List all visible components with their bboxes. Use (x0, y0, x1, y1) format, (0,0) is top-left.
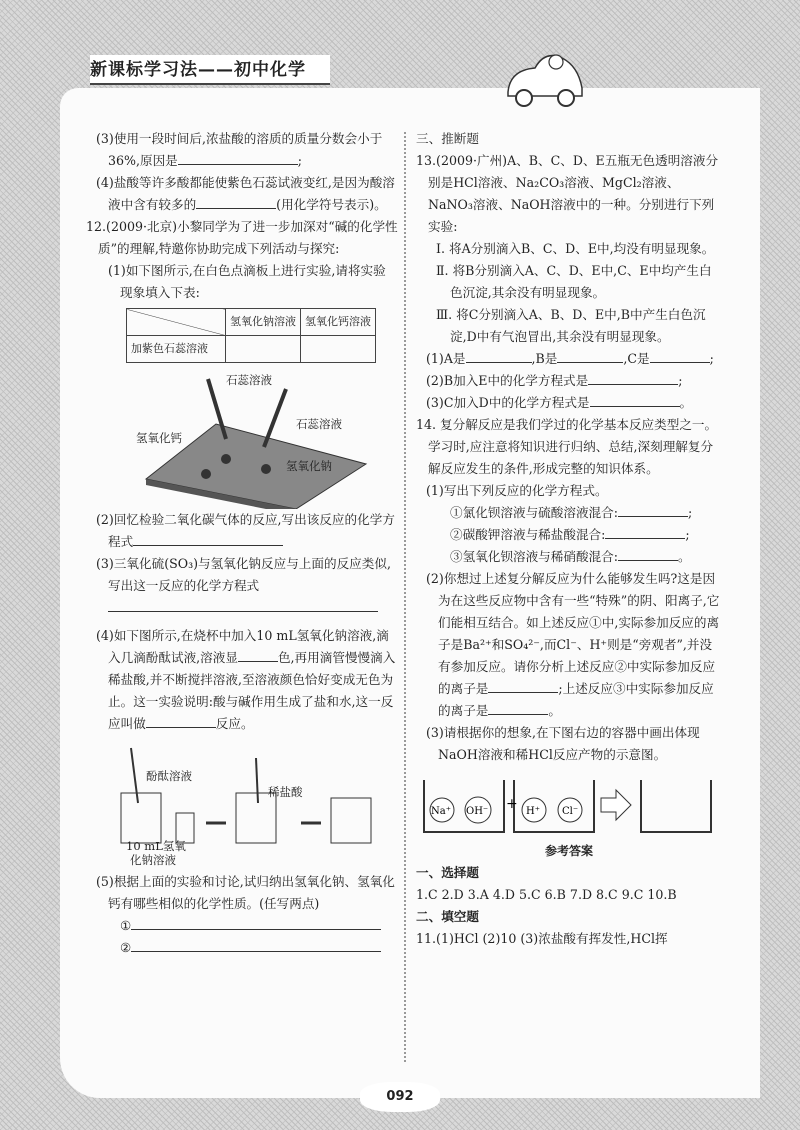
fig-label: 氢氧化钠 (286, 459, 332, 473)
answers-body-2: 11.(1)HCl (2)10 (3)浓盐酸有挥发性,HCl挥 (416, 931, 668, 946)
answer-blank[interactable] (238, 647, 278, 662)
table-corner (127, 309, 226, 336)
fig-label: 稀盐酸 (268, 785, 303, 799)
ion-label: H⁺ (526, 806, 540, 817)
q12-4: (4)如下图所示,在烧杯中加入10 mL氢氧化钠溶液,滴入几滴酚酞试液,溶液显 色,再用滴管慢慢滴入稀盐酸,并不断搅拌溶液,至溶液颜色恰好变成无色为止。这一实验说明:酸与碱作用生成了盐和水,这一反应叫做 反应。 (96, 628, 396, 731)
table-cell[interactable] (301, 336, 376, 363)
answer-blank[interactable] (618, 546, 678, 561)
answer-blank[interactable] (196, 194, 276, 209)
q13-1: (1)A是 ,B是 ,C是 ; (416, 348, 722, 370)
answer-blank[interactable] (131, 915, 381, 930)
fig-label: 石蕊溶液 (296, 417, 342, 431)
q12-2: (2)回忆检验二氧化碳气体的反应,写出该反应的化学方程式 (96, 512, 395, 549)
q13-step-2: Ⅱ. 将B分别滴入A、C、D、E中,C、E中均产生白色沉淀,其余没有明显现象。 (436, 263, 712, 300)
answer-blank[interactable] (488, 678, 558, 693)
q12-5-2: ② (86, 937, 398, 959)
q12-head: 12.(2009·北京)小黎同学为了进一步加深对“碱的化学性质”的理解,特邀你协助完成下列活动与探究: (86, 219, 398, 256)
q14-1c: ③氢氧化钡溶液与稀硝酸混合: 。 (416, 546, 722, 568)
answers-section-2: 二、填空题 (416, 909, 479, 924)
answers-body-1: 1.C 2.D 3.A 4.D 5.C 6.B 7.D 8.C 9.C 10.B (416, 887, 677, 902)
q12-5: (5)根据上面的实验和讨论,试归纳出氢氧化钠、氢氧化钙有哪些相似的化学性质。(任写两点) (96, 874, 395, 911)
ion-label: Cl⁻ (562, 806, 579, 817)
answer-blank[interactable] (590, 392, 680, 407)
q11-3: (3)使用一段时间后,浓盐酸的溶质的质量分数会小于36%,原因是 ; (96, 131, 383, 168)
table-header: 氢氧化钠溶液 (226, 309, 301, 336)
q11-4: (4)盐酸等许多酸都能使紫色石蕊试液变红,是因为酸溶液中含有较多的 (用化学符号表示)。 (96, 175, 395, 212)
q14-3: (3)请根据你的想象,在下图右边的容器中画出体现NaOH溶液和稀HCl反应产物的示意图。 (426, 725, 700, 762)
answers-title: 参考答案 (544, 844, 593, 858)
answer-blank[interactable] (605, 524, 685, 539)
q13-step-1: Ⅰ. 将A分别滴入B、C、D、E中,均没有明显现象。 (436, 241, 715, 256)
fig-label: 酚酞溶液 (146, 769, 192, 783)
phenomena-table (126, 308, 376, 363)
ion-label: Na⁺ (431, 806, 451, 817)
ion-diagram (416, 770, 716, 840)
q13-2: (2)B加入E中的化学方程式是 ; (416, 370, 722, 392)
section-heading: 三、推断题 (416, 131, 479, 146)
q12-3: (3)三氧化硫(SO₃)与氢氧化钠反应与上面的反应类似,写出这一反应的化学方程式 (86, 553, 398, 619)
spot-plate-figure (86, 369, 398, 509)
ion-label: OH⁻ (466, 806, 489, 817)
titration-figure (86, 743, 398, 867)
q13-step-3: Ⅲ. 将C分别滴入A、B、D、E中,B中产生白色沉淀,D中有气泡冒出,其余没有明显现象。 (436, 307, 706, 344)
table-row-label: 加紫色石蕊溶液 (127, 336, 226, 363)
q13-head: 13.(2009·广州)A、B、C、D、E五瓶无色透明溶液分别是HCl溶液、Na₂CO₃溶液、MgCl₂溶液、NaNO₃溶液、NaOH溶液中的一种。分别进行下列实验: (416, 153, 719, 234)
answer-blank[interactable] (650, 348, 710, 363)
answer-blank[interactable] (131, 937, 381, 952)
right-column (416, 128, 722, 950)
fig-label: 10 mL氢氧 (126, 839, 186, 853)
answer-blank[interactable] (488, 700, 548, 715)
q12-5-1: ① (86, 915, 398, 937)
q14-1: (1)写出下列反应的化学方程式。 (426, 483, 608, 498)
fig-label: 化钠溶液 (130, 853, 176, 867)
header-banner (90, 55, 330, 85)
fig-label: 氢氧化钙 (136, 431, 182, 445)
answer-blank[interactable] (466, 348, 532, 363)
q14-head: 14. 复分解反应是我们学过的化学基本反应类型之一。学习时,应注意将知识进行归纳、总结,深刻理解复分解反应发生的条件,形成完整的知识体系。 (416, 417, 718, 476)
table-cell[interactable] (226, 336, 301, 363)
page-number: 092 (360, 1082, 440, 1112)
answer-blank[interactable] (557, 348, 623, 363)
answer-blank[interactable] (618, 502, 688, 517)
car-illustration-icon (500, 40, 590, 110)
answer-blank[interactable] (133, 531, 283, 546)
plus-icon: + (506, 796, 518, 812)
answers-section-1: 一、选择题 (416, 865, 479, 880)
answer-blank[interactable] (108, 597, 378, 612)
q13-3: (3)C加入D中的化学方程式是 。 (416, 392, 722, 414)
answer-blank[interactable] (588, 370, 678, 385)
q12-1: (1)如下图所示,在白色点滴板上进行实验,请将实验现象填入下表: (108, 263, 386, 300)
q14-2: (2)你想过上述复分解反应为什么能够发生吗?这是因为在这些反应物中含有一些“特殊”的阴、阳离子,它们能相互结合。如上述反应①中,实际参加反应的离子是Ba²⁺和SO₄²⁻,而Cl⁻、H⁺则是“旁观者”,并没有参加反应。请你分析上述反应②中实际参加反应的离子是 ;上述反应③中实际参加反应的离子是 。 (426, 571, 720, 718)
fig-label: 石蕊溶液 (226, 373, 272, 387)
q14-1a: ①氯化钡溶液与硫酸溶液混合: ; (416, 502, 722, 524)
answer-blank[interactable] (178, 150, 298, 165)
answer-blank[interactable] (146, 713, 216, 728)
column-divider (404, 132, 406, 1062)
header-title: 新课标学习法——初中化学 (90, 60, 306, 80)
left-column (86, 128, 398, 959)
table-header: 氢氧化钙溶液 (301, 309, 376, 336)
q14-1b: ②碳酸钾溶液与稀盐酸混合: ; (416, 524, 722, 546)
